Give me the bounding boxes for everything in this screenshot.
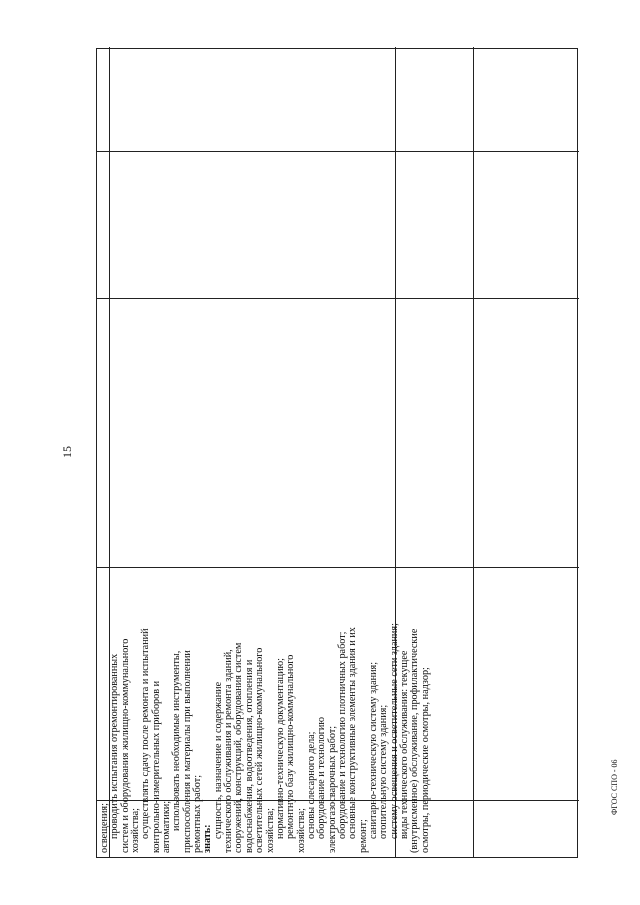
cell-text-line: систем и оборудования жилищно-коммунального — [119, 638, 131, 853]
cell-text-line: санитарно-техническую систему здания; — [367, 661, 379, 839]
table-column-divider — [473, 47, 474, 857]
cell-text-line: ремонтную базу жилищно-коммунального — [285, 654, 297, 839]
cell-text-line: отопительную систему здания; — [378, 704, 390, 839]
cell-text-line: ремонт; — [357, 819, 369, 853]
cell-text-line: хозяйства; — [130, 808, 142, 853]
cell-text-line: виды технического обслуживания: текущее — [398, 650, 410, 839]
cell-text-line: автоматики; — [161, 800, 173, 853]
cell-text-line: (внутрисменное) обслуживание, профилактические — [409, 628, 421, 853]
cell-text-line: основы слесарного дела; — [305, 731, 317, 839]
cell-text-line: использовать необходимые инструменты, — [171, 650, 183, 831]
cell-text-line: приспособления и материалы при выполнении — [181, 650, 193, 853]
cell-text-line: оборудование и технологию — [316, 717, 328, 839]
cell-text-line: нормативно-техническую документацию; — [274, 658, 286, 839]
document-code: ФГОС СПО - 06 — [610, 759, 619, 815]
cell-text-line: проводить испытания отремонтированных — [109, 653, 121, 839]
cell-text-line: основные конструктивные элементы здания и их — [347, 627, 359, 839]
cell-text-line: водоснабжения, водоотведения, отопления и — [243, 659, 255, 853]
cell-text-line: осмотры, периодические осмотры, надзор; — [419, 667, 431, 853]
skills-knowledge-cell — [100, 103, 431, 853]
cell-text-line: осветительных сетей жилищно-коммунального — [254, 647, 266, 853]
cell-text-line: ремонтных работ; — [192, 774, 204, 853]
cell-text-line: сущность, назначение и содержание — [212, 681, 224, 839]
cell-text-line: знать: — [202, 824, 214, 853]
page-number: 15 — [60, 446, 74, 458]
cell-text-line: сооружений, конструкций, оборудования систем — [233, 642, 245, 853]
cell-text-line: хозяйства; — [295, 808, 307, 853]
cell-text-line: контрольно-измерительных приборов и — [150, 680, 162, 853]
cell-text-line: оборудование и технологию плотничных работ; — [336, 631, 348, 839]
cell-text-line: технического обслуживания и ремонта зданий, — [223, 649, 235, 853]
competency-table — [96, 48, 578, 858]
rotated-table-container — [96, 48, 578, 858]
cell-text-line: электрогазосварочных работ; — [326, 725, 338, 853]
cell-text-line: освещения; — [99, 803, 110, 853]
cell-text-line: хозяйства; — [264, 808, 276, 853]
cell-text-line: осуществлять сдачу после ремонта и испытаний — [140, 628, 152, 839]
cell-text-line: систему освещения и осветительные сети здания; — [388, 623, 400, 839]
